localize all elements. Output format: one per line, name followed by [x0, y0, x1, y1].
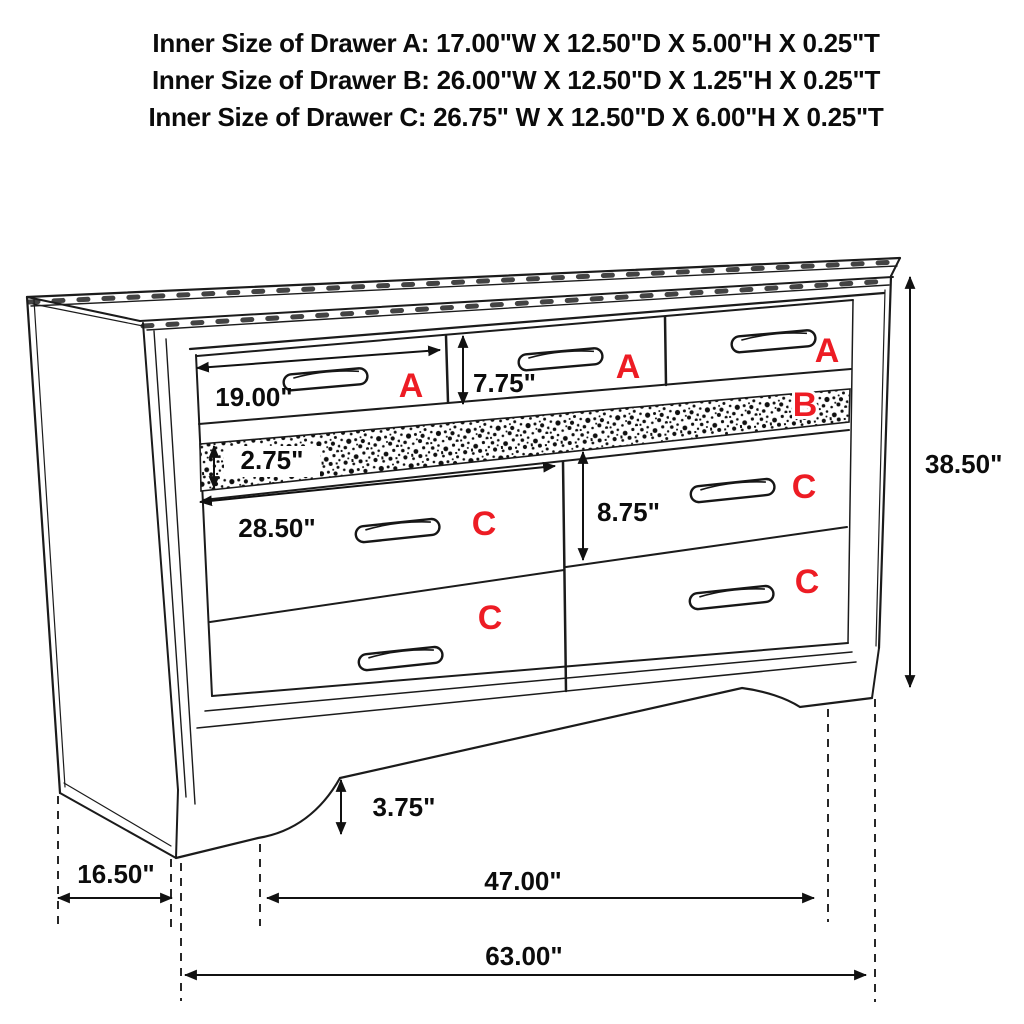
- dim-label-7-75: 7.75": [473, 368, 536, 398]
- header-line-3: Inner Size of Drawer C: 26.75" W X 12.50"D X 6.00"H X 0.25"T: [148, 102, 884, 132]
- dim-label-19-00: 19.00": [215, 382, 293, 412]
- header-text: [148, 28, 883, 132]
- dimension-leg-span: [267, 866, 814, 898]
- drawer-b-label: B: [792, 386, 818, 424]
- drawer-c1-label: C: [471, 505, 497, 543]
- dim-label-63-00: 63.00": [485, 941, 563, 971]
- dim-label-28-50: 28.50": [238, 513, 316, 543]
- header-line-2: Inner Size of Drawer B: 26.00"W X 12.50"D X 1.25"H X 0.25"T: [151, 65, 881, 95]
- dim-label-47-00: 47.00": [484, 866, 562, 896]
- drawer-a1-label: A: [398, 367, 424, 405]
- header-line-1: Inner Size of Drawer A: 17.00"W X 12.50"D X 5.00"H X 0.25"T: [152, 28, 880, 58]
- dimension-depth: [58, 859, 172, 898]
- dim-label-8-75: 8.75": [597, 497, 660, 527]
- dim-label-16-50: 16.50": [77, 859, 155, 889]
- dim-label-2-75: 2.75": [240, 445, 304, 475]
- drawer-handles: [283, 330, 816, 671]
- drawer-handle: [283, 368, 368, 391]
- dim-label-38-50: 38.50": [925, 449, 1003, 479]
- drawer-a2-label: A: [615, 348, 641, 386]
- dimension-overall-width: [185, 941, 866, 975]
- dimension-base-height: [341, 780, 435, 834]
- dimension-drawer-a-height: [463, 336, 536, 404]
- drawer-handle: [731, 330, 816, 353]
- extension-lines: [58, 699, 875, 1002]
- drawer-handle: [689, 585, 774, 610]
- drawer-a3-label: A: [814, 332, 840, 370]
- drawer-c2-label: C: [477, 599, 503, 637]
- drawer-handle: [358, 646, 443, 671]
- drawer-handle: [355, 518, 440, 543]
- drawer-c3-label: C: [791, 468, 817, 506]
- drawer-c4-label: C: [794, 563, 820, 601]
- dimension-overall-height: [910, 277, 1002, 687]
- dimension-drawer-c-height: [583, 452, 660, 560]
- dim-label-3-75: 3.75": [372, 792, 436, 822]
- drawer-handle: [690, 478, 775, 503]
